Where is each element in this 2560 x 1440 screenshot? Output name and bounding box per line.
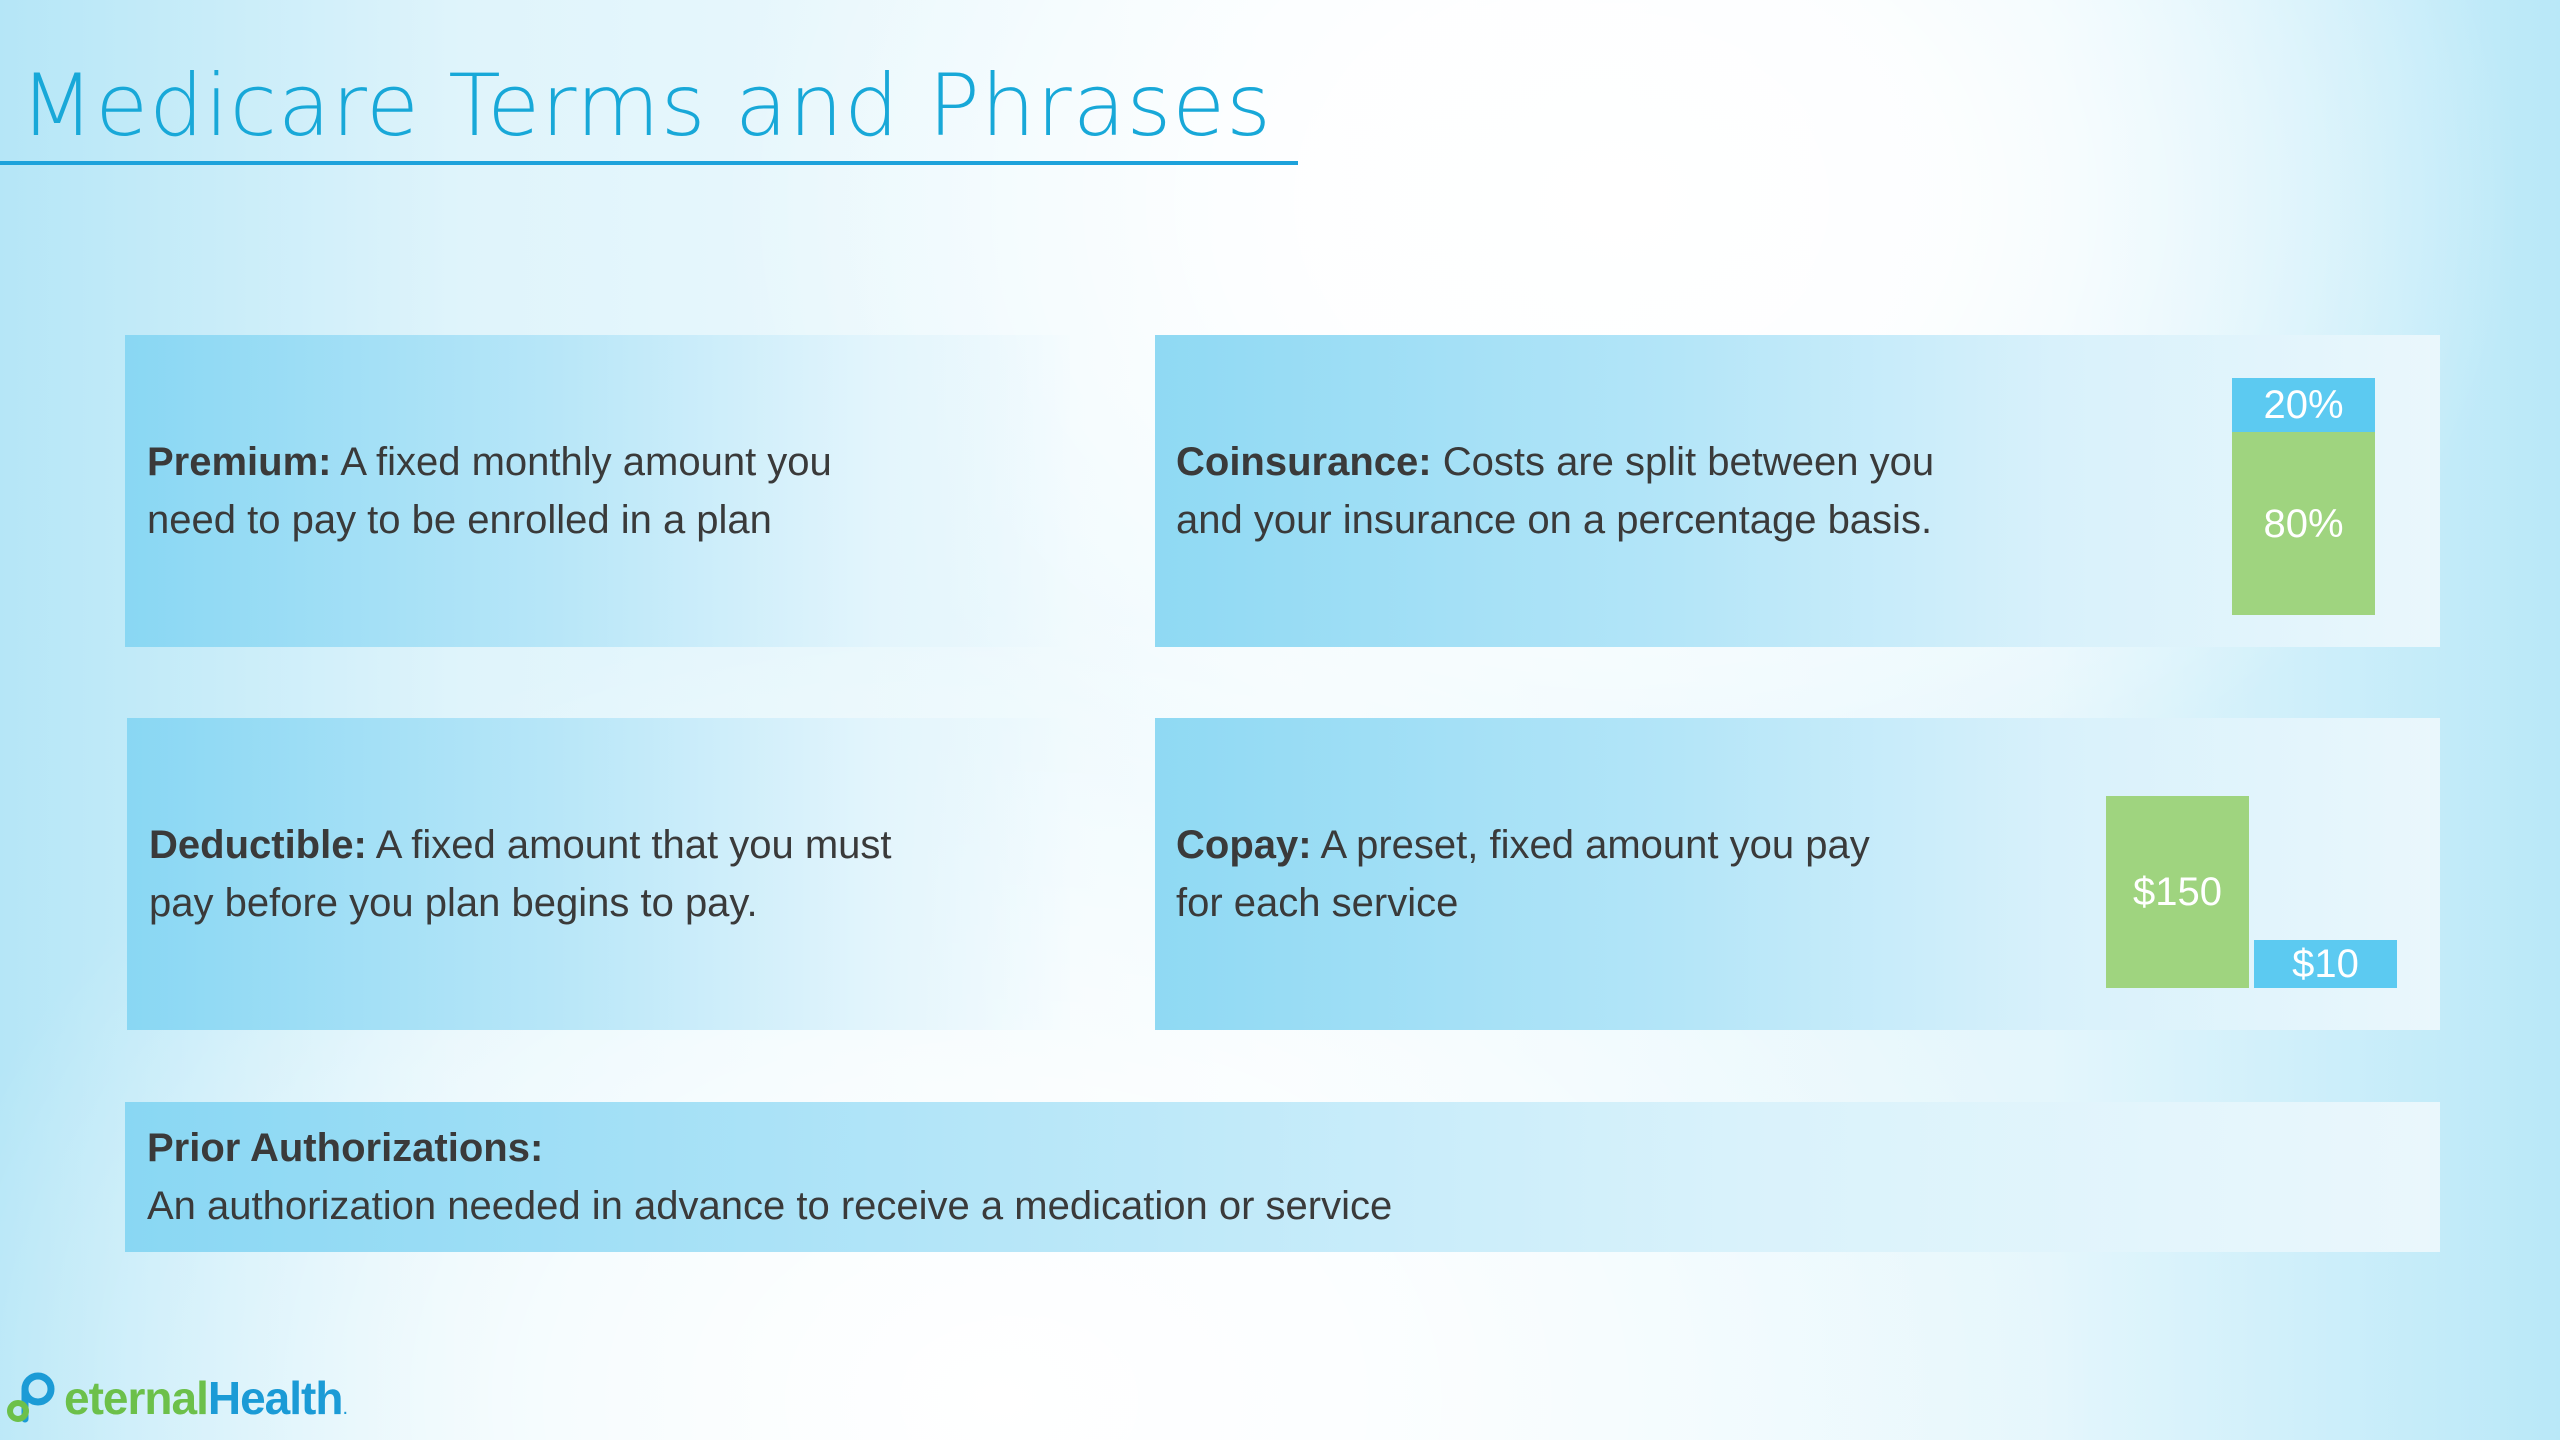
premium-card	[125, 335, 1070, 647]
eternalhealth-logo	[4, 1368, 347, 1428]
prior-authorizations-term: Prior Authorizations:	[147, 1126, 544, 1170]
slide-title: Medicare Terms and Phrases	[20, 56, 1272, 156]
coinsurance-term: Coinsurance:	[1176, 440, 1432, 484]
deductible-card	[127, 718, 1070, 1030]
premium-term: Premium:	[147, 440, 332, 484]
copay-text	[1176, 816, 1896, 932]
deductible-term: Deductible:	[149, 823, 367, 867]
copay-bar-10: $10	[2254, 940, 2397, 988]
premium-definition: A fixed monthly amount you need to pay to be enrolled in a plan	[147, 440, 832, 542]
coinsurance-bar-20: 20%	[2232, 378, 2375, 432]
coinsurance-text	[1176, 433, 1956, 549]
premium-text	[147, 433, 927, 549]
deductible-text	[149, 816, 929, 932]
deductible-definition: A fixed amount that you must pay before you plan begins to pay.	[149, 823, 892, 925]
title-underline	[0, 161, 1298, 165]
prior-authorizations-text	[147, 1119, 1392, 1235]
eternalhealth-logo-text: eternalHealth.	[64, 1372, 348, 1424]
coinsurance-card	[1155, 335, 2440, 647]
coinsurance-definition: Costs are split between you and your insurance on a percentage basis.	[1176, 440, 1935, 542]
prior-authorizations-definition: An authorization needed in advance to receive a medication or service	[147, 1184, 1393, 1228]
coinsurance-bar-80: 80%	[2232, 432, 2375, 615]
copay-term: Copay:	[1176, 823, 1312, 867]
prior-authorizations-card	[125, 1102, 2440, 1252]
eternalhealth-logo-icon	[4, 1369, 62, 1427]
copay-card	[1155, 718, 2440, 1030]
copay-bar-150: $150	[2106, 796, 2249, 988]
copay-definition: A preset, fixed amount you pay for each service	[1176, 823, 1870, 925]
